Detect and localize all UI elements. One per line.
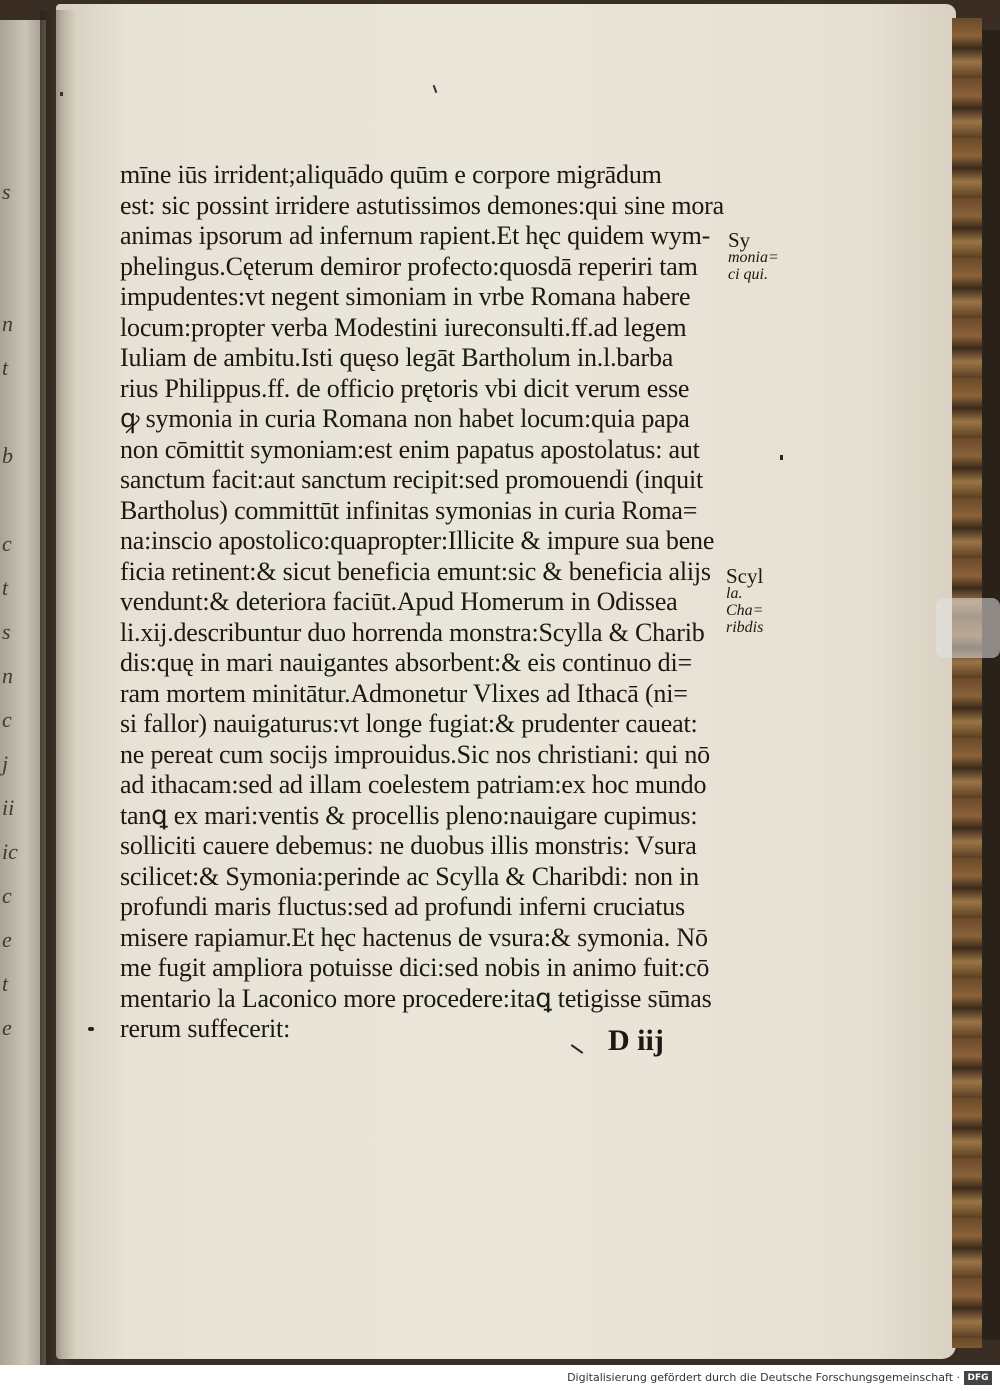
text-line: rerum suffecerit: — [120, 1014, 291, 1043]
footer-bar — [0, 1365, 1000, 1391]
text-line: mīne iūs irrident;aliquādo quūm e corpore migrādum — [120, 160, 662, 189]
margin-note-line: Sy — [728, 228, 751, 252]
funding-notice: Digitalisierung gefördert durch die Deutsche Forschungsgemeinschaft · — [567, 1371, 960, 1384]
text-line: phelingus.Cęterum demiror profecto:quosdā reperiri tam — [120, 251, 698, 281]
text-line: Iuliam de ambitu.Isti quęso legāt Bartholum in.l.barba — [120, 343, 674, 372]
text-line: solliciti cauere debemus: ne duobus illis monstris: Vsura — [120, 831, 697, 860]
ink-speck — [88, 1027, 94, 1031]
text-line: ne pereat cum socijs improuidus.Sic nos christiani: qui nō — [120, 739, 710, 769]
text-line: li.xij.describuntur duo horrenda monstra:Scylla & Charib — [120, 617, 705, 647]
body-text — [120, 160, 740, 1045]
text-line: Bartholus) committūt infinitas symonias in curia Roma= — [120, 495, 698, 525]
page-fore-edge — [952, 18, 982, 1348]
margin-note-line: la. — [726, 585, 743, 602]
left-page-fragments: s n t b c t s n c j ii ic c e t e — [2, 179, 18, 1040]
text-line: scilicet:& Symonia:perinde ac Scylla & Charibdi: non in — [120, 861, 699, 891]
spine-shadow — [40, 10, 76, 1365]
margin-note-line: Cha= — [726, 602, 764, 619]
text-line: dis:quę in mari nauigantes absorbent:& eis continuo di= — [120, 648, 692, 677]
text-line: mentario la Laconico more procedere:itaꝗ tetigisse sūmas — [120, 983, 712, 1013]
text-line: locum:propter verba Modestini iureconsulti.ff.ad legem — [120, 312, 687, 342]
text-line: profundi maris fluctus:sed ad profundi inferni cruciatus — [120, 892, 685, 921]
margin-note-line: ribdis — [726, 619, 764, 636]
bookmark-strip — [936, 598, 1000, 658]
text-line: misere rapiamur.Et hęc hactenus de vsura:& symonia. Nō — [120, 922, 708, 952]
dfg-logo-icon: DFG — [964, 1371, 992, 1385]
signature-mark: D iij — [608, 1024, 664, 1057]
text-line: tanꝗ ex mari:ventis & procellis pleno:nauigare cupimus: — [120, 800, 698, 830]
text-line: vendunt:& deteriora faciūt.Apud Homerum in Odissea — [120, 587, 678, 616]
text-line: ꝙ symonia in curia Romana non habet locum:quia papa — [120, 404, 690, 433]
margin-note-scylla — [726, 564, 764, 636]
margin-note-line: ci qui. — [728, 266, 768, 283]
ink-speck — [780, 455, 783, 460]
binding-edge — [982, 30, 1000, 1340]
text-line: me fugit ampliora potuisse dici:sed nobis in animo fuit:cō — [120, 953, 710, 982]
text-line: si fallor) nauigaturus:vt longe fugiat:& prudenter caueat: — [120, 709, 698, 738]
text-line: est: sic possint irridere astutissimos demones:qui sine mora — [120, 190, 724, 220]
text-line: ad ithacam:sed ad illam coelestem patriam:ex hoc mundo — [120, 770, 707, 799]
text-line: rius Philippus.ff. de officio prętoris vbi dicit verum esse — [120, 373, 690, 403]
text-line: ficia retinent:& sicut beneficia emunt:sic & beneficia alijs — [120, 556, 711, 586]
text-line: impudentes:vt negent simoniam in vrbe Romana habere — [120, 282, 691, 311]
margin-note-line: monia= — [728, 249, 779, 266]
text-line: sanctum facit:aut sanctum recipit:sed promouendi (inquit — [120, 465, 704, 494]
margin-note-line: Scyl — [726, 564, 764, 588]
text-line: ram mortem minitātur.Admonetur Vlixes ad Ithacā (ni= — [120, 678, 688, 708]
text-line: non cōmittit symoniam:est enim papatus apostolatus: aut — [120, 434, 700, 464]
margin-note-simonia — [728, 228, 779, 283]
text-line: na:inscio apostolico:quapropter:Illicite & impure sua bene — [120, 526, 715, 555]
text-line: animas ipsorum ad infernum rapient.Et hęc quidem wym- — [120, 221, 711, 250]
ink-speck — [60, 92, 63, 96]
